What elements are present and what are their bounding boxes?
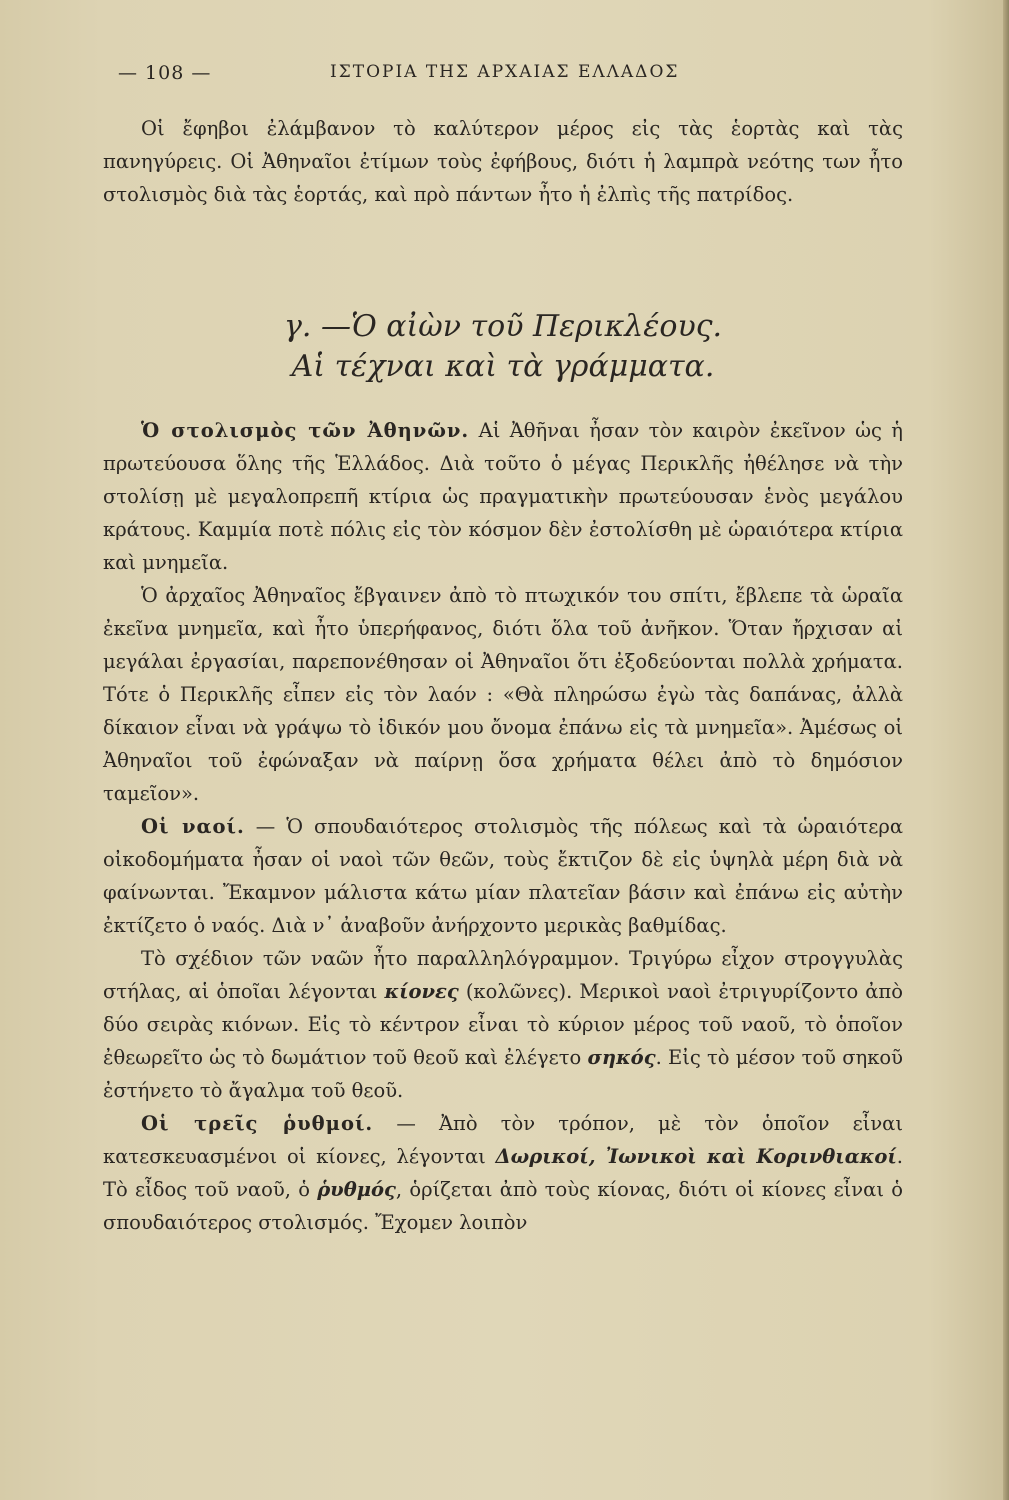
paragraph-adornment (103, 414, 903, 579)
paragraph-title: Ὁ στολισμὸς τῶν Ἀθηνῶν. (141, 419, 470, 442)
main-text (103, 414, 903, 1239)
term-kiones: κίονες (384, 980, 459, 1003)
page-number: — 108 — (118, 62, 212, 84)
paragraph-body: , ὁρίζεται ἀπὸ τοὺς κίονας, διότι οἱ κίονες εἶναι ὁ σπουδαιότερος στολισμός. Ἔχομεν λοιπὸν (103, 1178, 903, 1234)
intro-block (103, 112, 903, 211)
term-orders: Δωρικοί, Ἰωνικοὶ καὶ Κορινθιακοί (495, 1145, 897, 1168)
paragraph-title: Οἱ ναοί. (141, 815, 245, 838)
section-heading-line1: γ. —Ὁ αἰὼν τοῦ Περικλέους. (283, 309, 723, 344)
intro-paragraph: Οἱ ἔφηβοι ἐλάμβανον τὸ καλύτερον μέρος εἰς τὰς ἑορτὰς καὶ τὰς πανηγύρεις. Οἱ Ἀθηναῖοι ἐτίμων τοὺς ἐφήβους, διότι ἡ λαμπρὰ νεότης των ἦτο στολισμὸς διὰ τὰς ἑορτάς, καὶ πρὸ πάντων ἦτο ἡ ἐλπὶς τῆς πατρίδος. (103, 117, 903, 206)
paragraph-body: — Ὁ σπουδαιότερος στολισμὸς τῆς πόλεως καὶ τὰ ὡραιότερα οἰκοδομήματα ἦσαν οἱ ναοὶ τῶν θεῶν, τοὺς ἔκτιζον δὲ εἰς ὑψηλὰ μέρη διὰ νὰ φαίνωνται. Ἔκαμνον μάλιστα κάτω μίαν πλατεῖαν βάσιν καὶ ἐπάνω εἰς αὐτὴν ἐκτίζετο ὁ ναός. Διὰ ν᾽ ἀναβοῦν ἀνήρχοντο μερικὰς βαθμίδας. (103, 815, 903, 937)
term-sekos: σηκός (587, 1046, 656, 1069)
running-title: ΙΣΤΟΡΙΑ ΤΗΣ ΑΡΧΑΙΑΣ ΕΛΛΑΔΟΣ (330, 62, 680, 82)
page-edge (1003, 0, 1009, 1500)
paragraph-body: Ὁ ἀρχαῖος Ἀθηναῖος ἔβγαινεν ἀπὸ τὸ πτωχικόν του σπίτι, ἔβλεπε τὰ ὡραῖα ἐκεῖνα μνημεῖα, καὶ ἦτο ὑπερήφανος, διότι ὅλα τοῦ ἀνῆκον. Ὅταν ἤρχισαν αἱ μεγάλαι ἐργασίαι, παρεπονέθησαν οἱ Ἀθηναῖοι ὅτι ἐξοδεύονται πολλὰ χρήματα. Τότε ὁ Περικλῆς εἶπεν εἰς τὸν λαόν : «Θὰ πληρώσω ἐγὼ τὰς δαπάνας, ἀλλὰ δίκαιον εἶναι νὰ γράψω τὸ ἰδικόν μου ὄνομα ἐπάνω εἰς τὰ μνημεῖα». Ἀμέσως οἱ Ἀθηναῖοι τοῦ ἐφώναξαν νὰ παίρνῃ ὅσα χρήματα θέλει ἀπὸ τὸ δημόσιον ταμεῖον». (103, 584, 903, 805)
section-heading (103, 307, 903, 387)
paragraph-body: (κολῶνες). Μερικοὶ ναοὶ ἐτριγυρίζοντο ἀπὸ δύο σειρὰς κιόνων. Εἰς τὸ κέντρον εἶναι τὸ κύριον μέρος τοῦ ναοῦ, τὸ ὁποῖον ἐθεωρεῖτο ὡς τὸ δωμάτιον τοῦ θεοῦ καὶ ἐλέγετο (103, 980, 903, 1069)
section-heading-line2: Αἱ τέχναι καὶ τὰ γράμματα. (291, 349, 715, 384)
paragraph-plan (103, 942, 903, 1107)
paragraph-body: . Εἰς τὸ μέσον τοῦ σηκοῦ ἐστήνετο τὸ ἄγαλμα τοῦ θεοῦ. (103, 1046, 903, 1102)
paragraph-body: . Τὸ εἶδος τοῦ ναοῦ, ὁ (103, 1145, 903, 1201)
paragraph-orders (103, 1107, 903, 1239)
paragraph-temples (103, 810, 903, 942)
paragraph-body: Αἱ Ἀθῆναι ἦσαν τὸν καιρὸν ἐκεῖνον ὡς ἡ πρωτεύουσα ὅλης τῆς Ἑλλάδος. Διὰ τοῦτο ὁ μέγας Περικλῆς ἠθέλησε νὰ τὴν στολίσῃ μὲ μεγαλοπρεπῆ κτίρια ὡς πραγματικὴν πρωτεύουσαν ἑνὸς μεγάλου κράτους. Καμμία ποτὲ πόλις εἰς τὸν κόσμον δὲν ἐστολίσθη μὲ ὡραιότερα κτίρια καὶ μνημεῖα. (103, 419, 903, 574)
paragraph-body: Τὸ σχέδιον τῶν ναῶν ἦτο παραλληλόγραμμον. Τριγύρω εἶχον στρογγυλὰς στήλας, αἱ ὁποῖαι λέγονται (103, 947, 903, 1003)
paragraph-pericles (103, 579, 903, 810)
page-header (118, 62, 898, 92)
paragraph-body: — Ἀπὸ τὸν τρόπον, μὲ τὸν ὁποῖον εἶναι κατεσκευασμένοι οἱ κίονες, λέγονται (103, 1112, 903, 1168)
term-rythmos: ῥυθμός (317, 1178, 396, 1201)
paragraph-title: Οἱ τρεῖς ῥυθμοί. (141, 1112, 374, 1135)
